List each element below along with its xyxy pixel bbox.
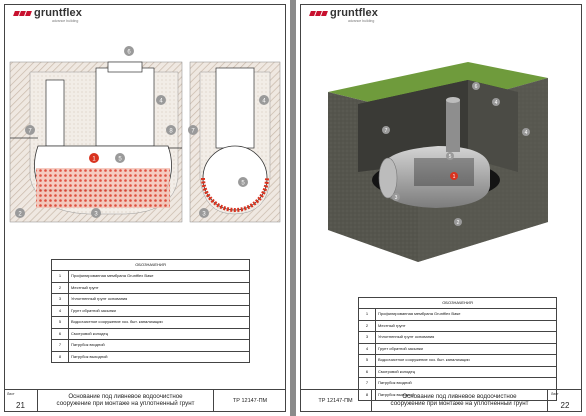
drawing-title: Основание под ливневое водоочистное сооружение при монтаже на уплотненный грунт — [38, 390, 214, 412]
marker-6: 6 — [474, 84, 478, 90]
marker-3-cross: 3 — [202, 211, 206, 218]
legend-row: 2 Местный грунт — [52, 282, 250, 294]
logo-mark-icon — [14, 11, 31, 16]
legend-table — [358, 297, 557, 401]
logo-mark-icon — [310, 11, 327, 16]
sheet-number: 22 — [560, 401, 570, 410]
marker-3: 3 — [94, 211, 98, 218]
marker-2: 2 — [456, 220, 460, 226]
legend-row: 1 Профилированная мембрана Gruntflex Base — [52, 271, 250, 283]
marker-4: 4 — [159, 98, 163, 105]
marker-4-side: 4 — [524, 130, 528, 136]
sheet-label: Лист — [551, 392, 559, 396]
marker-6: 6 — [127, 49, 131, 56]
title-block — [300, 389, 582, 412]
marker-5: 5 — [448, 154, 452, 160]
legend-row: 7 Патрубок входной — [359, 378, 557, 390]
legend-row: 8 Патрубок выходной — [359, 389, 557, 401]
marker-1: 1 — [452, 174, 456, 180]
marker-7: 7 — [28, 128, 32, 135]
brand-name: gruntflex — [330, 7, 378, 19]
legend-row: 7 Патрубок входной — [52, 340, 250, 352]
sheet-left — [0, 0, 290, 416]
isometric-drawing — [318, 62, 568, 262]
brand-name: gruntflex — [34, 7, 82, 19]
marker-5: 5 — [118, 156, 122, 163]
marker-5-cross: 5 — [241, 180, 245, 187]
legend-row: 3 Уплотненный грунт основания — [52, 294, 250, 306]
marker-4-cross: 4 — [262, 98, 266, 105]
cross-section — [190, 62, 280, 222]
legend-row: 8 Патрубок выходной — [52, 351, 250, 363]
document-code: ТР 12147-ПМ — [300, 390, 372, 412]
brand-logo — [310, 8, 378, 26]
marker-8: 8 — [169, 128, 173, 135]
sheet-number: 21 — [16, 401, 25, 410]
legend-row: 5 Водоочистное сооружение хоз. быт. канализации — [359, 355, 557, 367]
marker-4: 4 — [494, 100, 498, 106]
legend-row: 3 Уплотненный грунт основания — [359, 332, 557, 344]
brand-tagline: advance building — [52, 19, 79, 23]
sheet-right — [296, 0, 586, 416]
legend-row: 6 Смотровой колодец — [52, 328, 250, 340]
drawing-title: Основание под ливневое водоочистное сооружение при монтаже на уплотненный грунт — [372, 390, 548, 412]
legend-row: 4 Грунт обратной засыпки — [52, 305, 250, 317]
marker-7-cross: 7 — [191, 128, 195, 135]
legend-row: 4 Грунт обратной засыпки — [359, 343, 557, 355]
marker-3: 3 — [394, 195, 398, 201]
marker-1: 1 — [92, 156, 96, 163]
brand-tagline: advance building — [348, 19, 375, 23]
legend-row: 1 Профилированная мембрана Gruntflex Base — [359, 309, 557, 321]
legend-table — [51, 259, 250, 363]
longitudinal-section — [10, 62, 182, 222]
section-drawing — [8, 38, 282, 228]
brand-logo — [14, 8, 82, 26]
sheet-number-cell — [4, 390, 38, 412]
legend-row: 2 Местный грунт — [359, 320, 557, 332]
title-block — [4, 389, 286, 412]
document-code: ТР 12147-ПМ — [232, 398, 268, 404]
legend-title: ОБОЗНАЧЕНИЯ — [52, 260, 250, 271]
sheet-label: Лист — [7, 392, 15, 396]
legend-row: 5 Водоочистное сооружение хоз. быт. канализации — [52, 317, 250, 329]
sheet-number-cell — [548, 390, 582, 412]
marker-7: 7 — [384, 128, 388, 134]
legend-row: 6 Смотровой колодец — [359, 366, 557, 378]
legend-title: ОБОЗНАЧЕНИЯ — [359, 298, 557, 309]
marker-2: 2 — [18, 211, 22, 218]
